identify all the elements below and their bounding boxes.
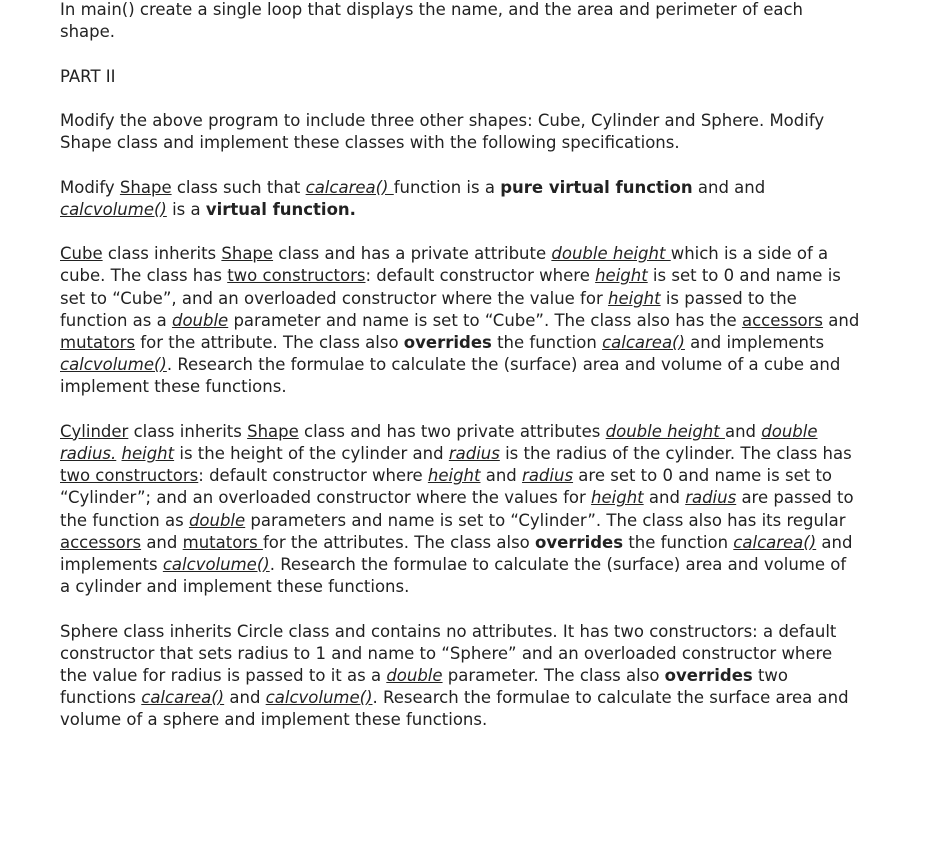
two-constructors-term: two constructors xyxy=(60,466,199,486)
text: for the attribute. The class also xyxy=(135,332,404,352)
text: and and xyxy=(692,177,766,197)
text: and xyxy=(141,532,183,552)
text: and xyxy=(823,310,860,330)
pure-virtual-term: pure virtual function xyxy=(500,177,693,197)
text: parameter. The class also xyxy=(442,666,665,685)
two-constructors-term: two constructors xyxy=(227,266,366,286)
text: . Research the formulae to calculate the (surface) area and volume of a cube and implement these functions. xyxy=(60,355,841,397)
text: is a xyxy=(166,199,206,219)
text: is the radius of the cylinder. The class has xyxy=(499,443,852,463)
radius-term: radius xyxy=(685,488,737,508)
text: class and has two private attributes xyxy=(298,421,606,441)
text: parameters and name is set to “Cylinder”. The class also has its regular xyxy=(245,510,846,530)
double-term: double xyxy=(171,310,229,330)
text: for the attributes. The class also xyxy=(262,532,536,552)
mutators-term: mutators xyxy=(182,532,263,552)
height-term: height xyxy=(608,288,661,308)
radius-term: radius xyxy=(522,466,574,486)
mutators-term: mutators xyxy=(60,332,136,352)
shape-class-term: Shape xyxy=(119,177,172,197)
text: function is a xyxy=(393,177,501,197)
text: is passed to the function as a xyxy=(60,288,797,330)
cube-class-term: Cube xyxy=(60,244,103,264)
virtual-term: virtual function. xyxy=(205,199,356,219)
calcarea-term: calcarea() xyxy=(141,688,225,708)
double-term: double xyxy=(188,510,246,530)
shape-class-term: Shape xyxy=(247,421,299,441)
cube-paragraph xyxy=(60,243,860,398)
text: two functions xyxy=(60,666,789,708)
text: class inherits xyxy=(102,244,222,264)
modify-intro-paragraph xyxy=(60,110,860,154)
text: . Research the formulae to calculate the surface area and volume of a sphere and implement these functions. xyxy=(60,688,849,730)
assignment-document xyxy=(60,0,860,754)
height-term: height xyxy=(121,443,175,463)
text: the function xyxy=(623,532,734,552)
text: and implements xyxy=(684,332,825,352)
text: and xyxy=(480,466,523,486)
text: are passed to the function as xyxy=(60,488,854,530)
calcvolume-term: calcvolume() xyxy=(162,555,270,574)
sphere-paragraph xyxy=(60,621,860,732)
text: : default constructor where xyxy=(198,466,428,486)
shape-paragraph xyxy=(60,177,860,221)
text: is the height of the cylinder and xyxy=(174,443,449,463)
text: parameter and name is set to “Cube”. The class also has the xyxy=(228,310,742,330)
cylinder-paragraph xyxy=(60,421,860,599)
intro-paragraph xyxy=(60,0,860,43)
double-height-term: double height xyxy=(605,421,725,441)
text: and xyxy=(724,421,762,441)
height-term: height xyxy=(427,466,481,486)
shape-class-term: Shape xyxy=(221,244,274,264)
double-radius-term: double radius. xyxy=(60,421,818,463)
calcvolume-term: calcvolume() xyxy=(60,199,167,219)
text: and implements xyxy=(60,532,853,574)
text: are set to 0 and name is set to “Cylinder”; and an overloaded constructor where the values for xyxy=(60,466,833,508)
accessors-term: accessors xyxy=(60,532,142,552)
text: the function xyxy=(491,332,603,352)
part-heading-text: PART II xyxy=(60,66,116,86)
text: and xyxy=(224,688,266,708)
text: : default constructor where xyxy=(365,266,596,286)
text: is set to 0 and name is set to “Cube”, and an overloaded constructor where the value for xyxy=(60,266,841,308)
text: Modify xyxy=(60,177,120,197)
overrides-term: overrides xyxy=(664,666,753,685)
text: and xyxy=(643,488,686,508)
calcarea-term: calcarea() xyxy=(733,532,817,552)
cylinder-class-term: Cylinder xyxy=(60,421,129,441)
text: class such that xyxy=(171,177,306,197)
text: class and has a private attribute xyxy=(273,244,552,264)
height-term: height xyxy=(595,266,648,286)
overrides-term: overrides xyxy=(535,532,624,552)
overrides-term: overrides xyxy=(403,332,492,352)
modify-intro-text: Modify the above program to include three other shapes: Cube, Cylinder and Sphere. Modify Shape class and implement these classes with the following specifications. xyxy=(60,110,825,153)
text: which is a side of a cube. The class has xyxy=(60,244,829,286)
double-height-term: double height xyxy=(551,244,671,264)
height-term: height xyxy=(591,488,644,508)
text: Sphere class inherits Circle class and contains no attributes. It has two constructors: a default constructor that sets radius to 1 and name to “Sphere” and an overloaded constructor where the value for radius is passed to it as a xyxy=(60,621,837,685)
text: . Research the formulae to calculate the (surface) area and volume of a cylinder and implement these functions. xyxy=(60,555,847,597)
intro-text: In main() create a single loop that displays the name, and the area and perimeter of each shape. xyxy=(60,0,804,42)
double-term: double xyxy=(386,666,443,685)
calcarea-term: calcarea() xyxy=(602,332,685,352)
calcvolume-term: calcvolume() xyxy=(265,688,373,708)
text: class inherits xyxy=(128,421,248,441)
part-heading xyxy=(60,66,860,88)
radius-term: radius xyxy=(448,443,500,463)
calcarea-term: calcarea() xyxy=(305,177,394,197)
calcvolume-term: calcvolume() xyxy=(60,355,167,375)
accessors-term: accessors xyxy=(741,310,824,330)
